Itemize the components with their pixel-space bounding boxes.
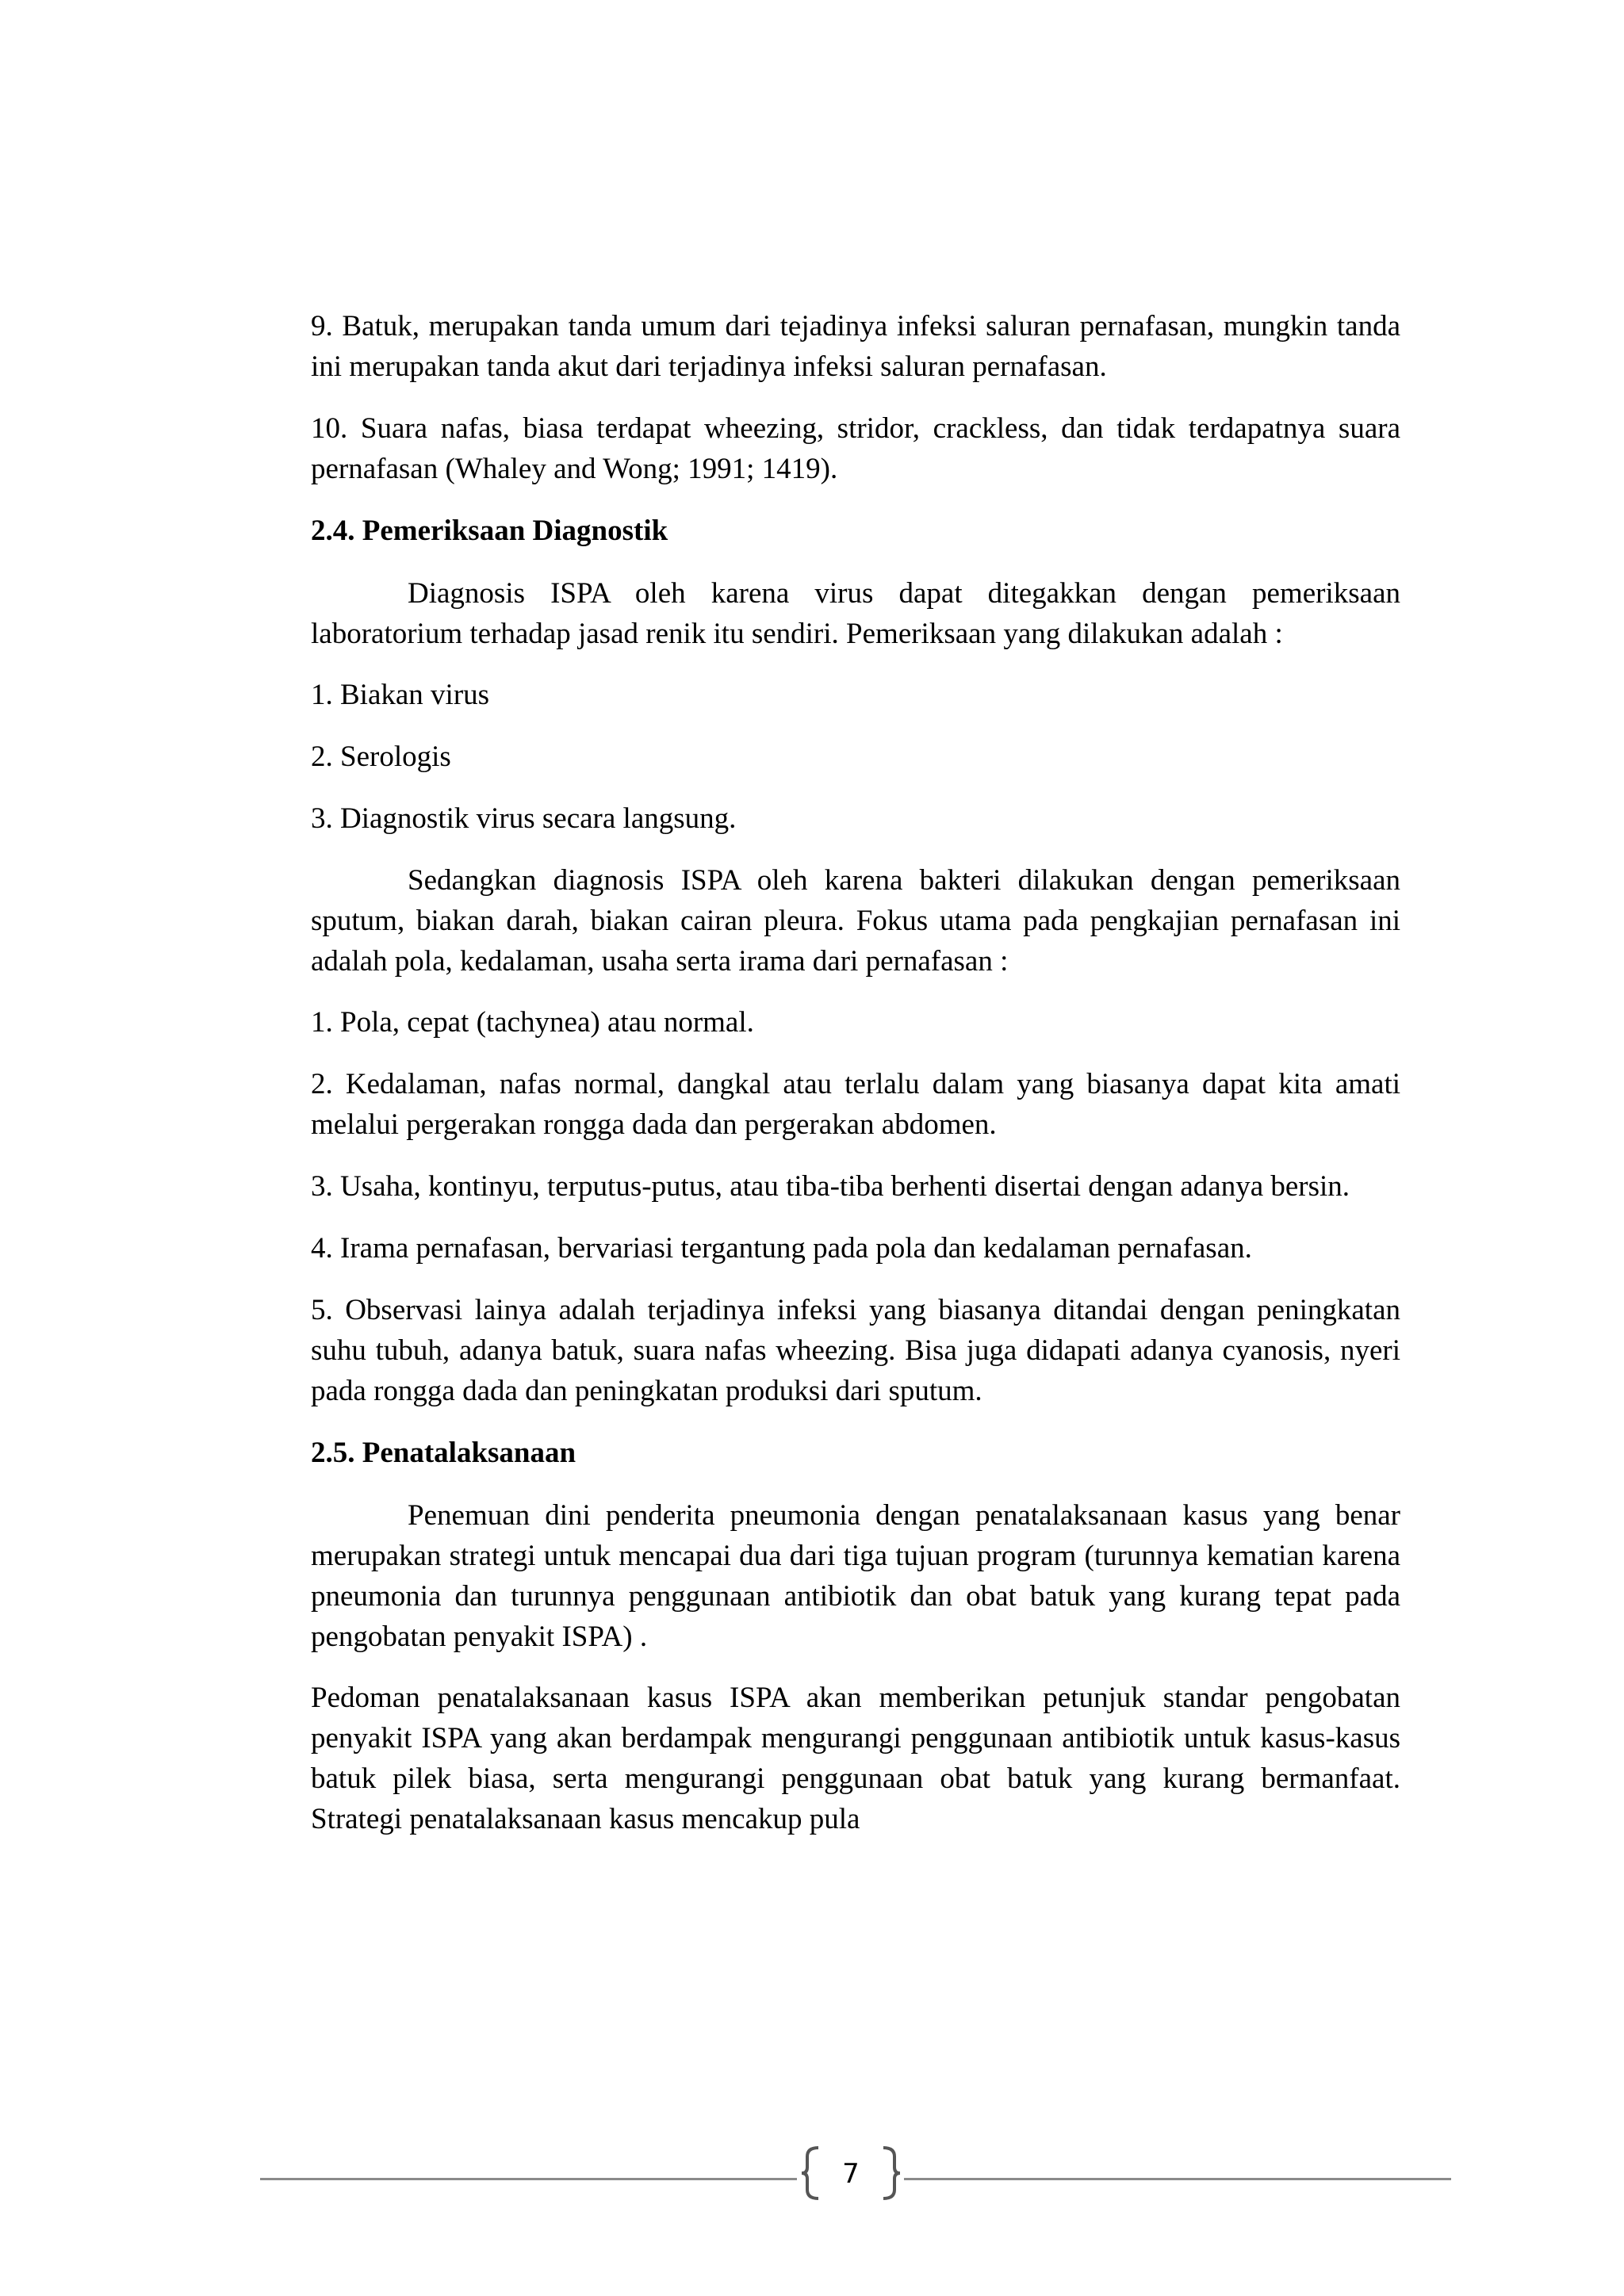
paragraph-pedoman: Pedoman penatalaksanaan kasus ISPA akan memberikan petunjuk standar pengobatan penyakit ISPA yang akan berdampak mengurangi penggunaan antibiotik untuk kasus-kasus batuk pilek biasa, serta mengurangi penggunaan obat batuk yang kurang bermanfaat. Strategi penatalaksanaan kasus mencakup pula [311, 1682, 1400, 1835]
list-item-batuk: 9. Batuk, merupakan tanda umum dari tejadinya infeksi saluran pernafasan, mungkin tanda ini merupakan tanda akut dari terjadinya infeksi saluran pernafasan. [311, 310, 1400, 383]
list-item-suara-nafas: 10. Suara nafas, biasa terdapat wheezing, stridor, crackless, dan tidak terdapatnya suara pernafasan (Whaley and Wong; 1991; 1419). [311, 412, 1400, 485]
right-brace-icon [880, 2145, 904, 2201]
left-brace-icon [798, 2145, 822, 2201]
list-item-usaha: 3. Usaha, kontinyu, terputus-putus, atau tiba-tiba berhenti disertai dengan adanya bersin. [311, 1170, 1350, 1203]
page-footer [0, 2144, 1624, 2207]
list-item-serologis: 2. Serologis [311, 740, 451, 773]
document-body [311, 306, 1400, 1861]
paragraph-diagnosis-virus: Diagnosis ISPA oleh karena virus dapat ditegakkan dengan pemeriksaan laboratorium terhadap jasad renik itu sendiri. Pemeriksaan yang dilakukan adalah : [311, 577, 1400, 650]
list-item-irama: 4. Irama pernafasan, bervariasi tergantung pada pola dan kedalaman pernafasan. [311, 1232, 1252, 1265]
paragraph-diagnosis-bakteri: Sedangkan diagnosis ISPA oleh karena bakteri dilakukan dengan pemeriksaan sputum, biakan darah, biakan cairan pleura. Fokus utama pada pengkajian pernafasan ini adalah pola, kedalaman, usaha serta irama dari pernafasan : [311, 864, 1400, 978]
list-item-diagnostik-langsung: 3. Diagnostik virus secara langsung. [311, 802, 737, 835]
list-item-biakan-virus: 1. Biakan virus [311, 679, 490, 711]
paragraph-penemuan-dini: Penemuan dini penderita pneumonia dengan penatalaksanaan kasus yang benar merupakan strategi untuk mencapai dua dari tiga tujuan program (turunnya kematian karena pneumonia dan turunnya penggunaan antibiotik dan obat batuk yang kurang tepat pada pengobatan penyakit ISPA) . [311, 1499, 1400, 1653]
list-item-pola: 1. Pola, cepat (tachynea) atau normal. [311, 1006, 754, 1039]
footer-rule-right [904, 2178, 1451, 2180]
footer-rule-left [260, 2178, 797, 2180]
list-item-observasi: 5. Observasi lainya adalah terjadinya infeksi yang biasanya ditandai dengan peningkatan suhu tubuh, adanya batuk, suara nafas wheezing. Bisa juga didapati adanya cyanosis, nyeri pada rongga dada dan peningkatan produksi dari sputum. [311, 1294, 1400, 1407]
list-item-kedalaman: 2. Kedalaman, nafas normal, dangkal atau terlalu dalam yang biasanya dapat kita amati melalui pergerakan rongga dada dan pergerakan abdomen. [311, 1068, 1400, 1141]
section-heading-diagnostik: 2.4. Pemeriksaan Diagnostik [311, 515, 668, 547]
section-heading-penatalaksanaan: 2.5. Penatalaksanaan [311, 1437, 576, 1469]
page-number: 7 [842, 2158, 860, 2190]
